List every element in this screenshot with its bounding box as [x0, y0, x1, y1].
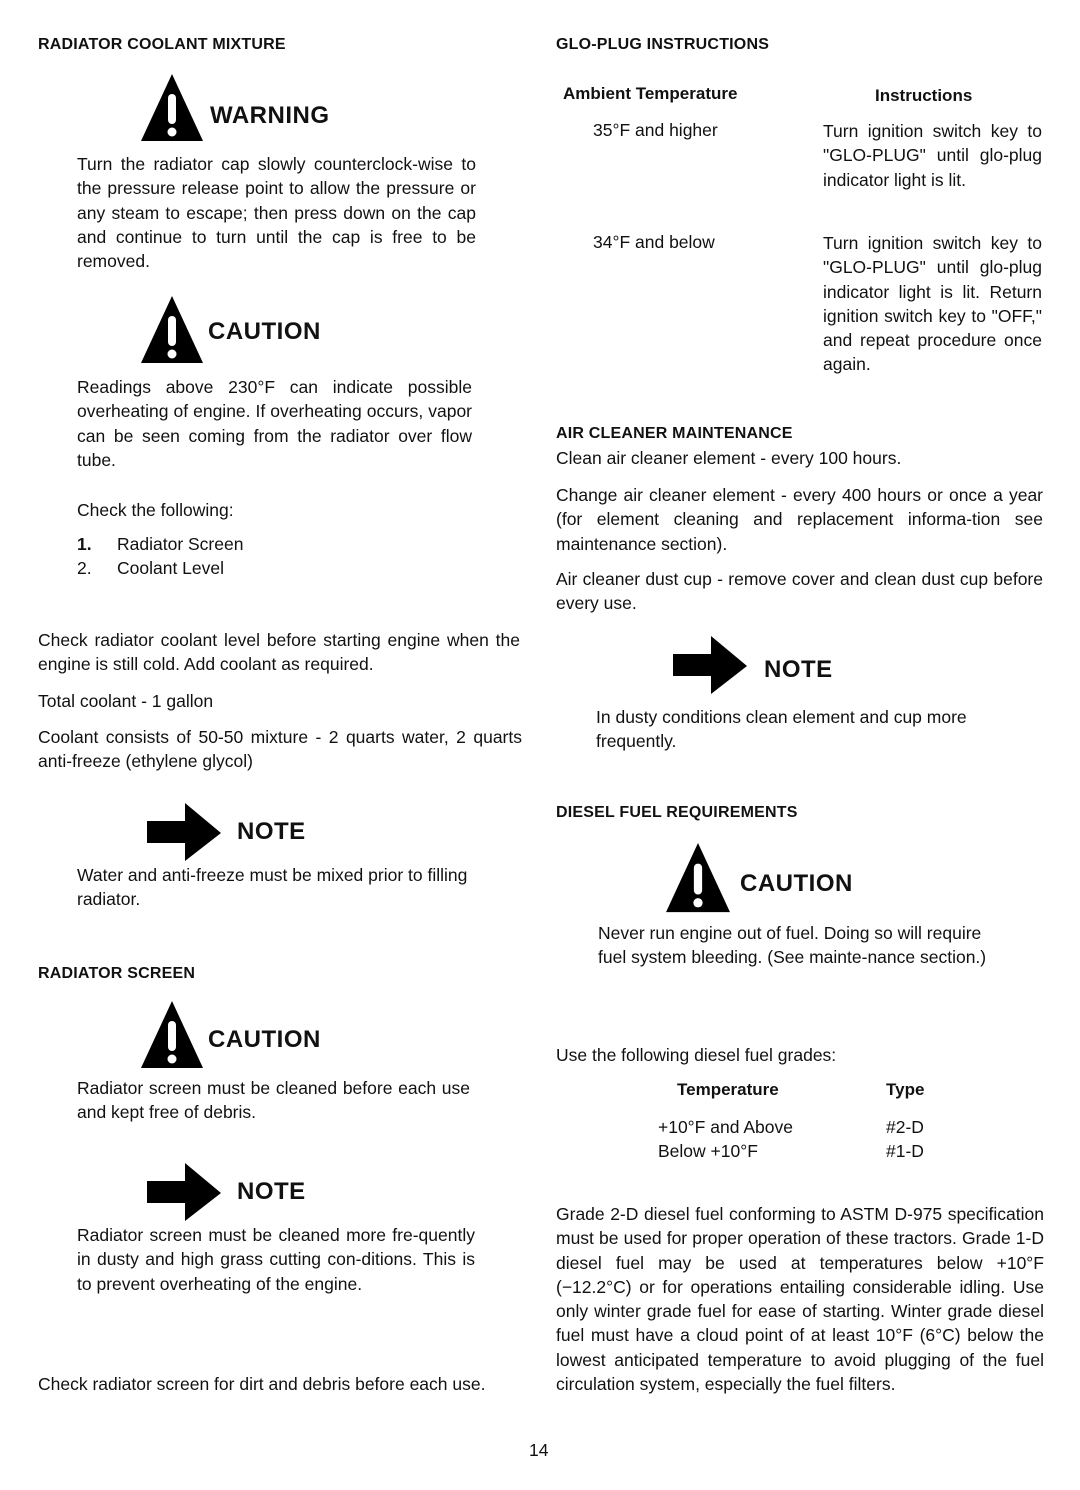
col-type: Type — [886, 1080, 925, 1099]
note-arrow-icon — [667, 636, 751, 694]
glo-instruction: Turn ignition switch key to "GLO-PLUG" until glo-plug indicator light is lit. Return ignition switch key to "OFF," and repeat procedure once again. — [823, 233, 1042, 375]
caution-triangle-icon — [665, 840, 731, 914]
fuel-type: #2-D — [886, 1117, 924, 1137]
caution-label: CAUTION — [740, 870, 853, 897]
glo-plug-heading: GLO-PLUG INSTRUCTIONS — [556, 36, 770, 53]
note-arrow-icon — [145, 803, 221, 861]
air-p3: Air cleaner dust cup - remove cover and clean dust cup before every use. — [556, 569, 1043, 614]
radiator-screen-heading: RADIATOR SCREEN — [38, 965, 196, 982]
check-screen-text: Check radiator screen for dirt and debris before each use. — [38, 1374, 486, 1394]
air-p1: Clean air cleaner element - every 100 hours. — [556, 448, 902, 468]
note-arrow-icon — [145, 1163, 221, 1221]
list-text: Radiator Screen — [117, 534, 244, 554]
note-text: Water and anti-freeze must be mixed prior to filling radiator. — [77, 865, 468, 910]
glo-instruction: Turn ignition switch key to "GLO-PLUG" until glo-plug indicator light is lit. — [823, 121, 1042, 190]
list-number: 1. — [77, 534, 92, 554]
fuel-temp: Below +10°F — [658, 1141, 758, 1161]
page-number: 14 — [529, 1440, 549, 1460]
note-label: NOTE — [237, 1178, 306, 1205]
check-level-text: Check radiator coolant level before starting engine when the engine is still cold. Add coolant as required. — [38, 630, 520, 675]
list-item — [77, 556, 243, 580]
caution-text: Never run engine out of fuel. Doing so will require fuel system bleeding. (See mainte-nance section.) — [598, 923, 987, 968]
glo-temp: 34°F and below — [593, 232, 715, 252]
air-p2: Change air cleaner element - every 400 hours or once a year (for element cleaning and replacement informa-tion see maintenance section). — [556, 485, 1043, 554]
col-ambient-temperature: Ambient Temperature — [563, 84, 738, 103]
warning-text: Turn the radiator cap slowly counterclock-wise to the pressure release point to allow the pressure or any steam to escape; then press down on the cap and continue to turn until the cap is free to be removed. — [77, 154, 476, 272]
fuel-temp: +10°F and Above — [658, 1117, 793, 1137]
note-text: Radiator screen must be cleaned more fre-quently in dusty and high grass cutting con-ditions. This is to prevent overheating of the engine. — [77, 1225, 475, 1294]
col-instructions: Instructions — [875, 86, 973, 105]
grade-text: Grade 2-D diesel fuel conforming to ASTM D-975 specification must be used for proper operation of these tractors. Grade 1-D diesel fuel may be used at temperatures below +10°F (−12.2°C) or for operations entailing considerable idling. Use only winter grade fuel for ease of starting. Winter grade diesel fuel must have a cloud point of at least 10°F (6°C) below the lowest anticipated temperature to avoid plugging of the fuel circulation system, especially the fuel filters. — [556, 1204, 1044, 1395]
fuel-type: #1-D — [886, 1141, 924, 1161]
note-label: NOTE — [237, 818, 306, 845]
radiator-coolant-heading: RADIATOR COOLANT MIXTURE — [38, 36, 286, 53]
list-item — [77, 532, 243, 556]
caution-triangle-icon — [140, 999, 204, 1069]
total-coolant: Total coolant - 1 gallon — [38, 691, 214, 711]
note-text: In dusty conditions clean element and cup more frequently. — [596, 707, 967, 752]
list-number: 2. — [77, 558, 92, 579]
note-label: NOTE — [764, 656, 833, 683]
check-following: Check the following: — [77, 500, 234, 520]
diesel-fuel-heading: DIESEL FUEL REQUIREMENTS — [556, 804, 798, 821]
glo-temp: 35°F and higher — [593, 120, 718, 140]
col-temperature: Temperature — [677, 1080, 779, 1099]
list-text: Coolant Level — [117, 558, 225, 579]
caution-text: Radiator screen must be cleaned before each use and kept free of debris. — [77, 1078, 470, 1123]
warning-label: WARNING — [210, 102, 330, 129]
use-following: Use the following diesel fuel grades: — [556, 1045, 837, 1065]
air-cleaner-heading: AIR CLEANER MAINTENANCE — [556, 425, 793, 442]
check-list — [77, 532, 243, 581]
coolant-consists: Coolant consists of 50-50 mixture - 2 quarts water, 2 quarts anti-freeze (ethylene glycol) — [38, 727, 522, 772]
caution-text: Readings above 230°F can indicate possible overheating of engine. If overheating occurs, vapor can be seen coming from the radiator over flow tube. — [77, 377, 472, 470]
caution-label: CAUTION — [208, 318, 321, 345]
warning-triangle-icon — [140, 72, 204, 142]
caution-label: CAUTION — [208, 1026, 321, 1053]
caution-triangle-icon — [140, 294, 204, 364]
